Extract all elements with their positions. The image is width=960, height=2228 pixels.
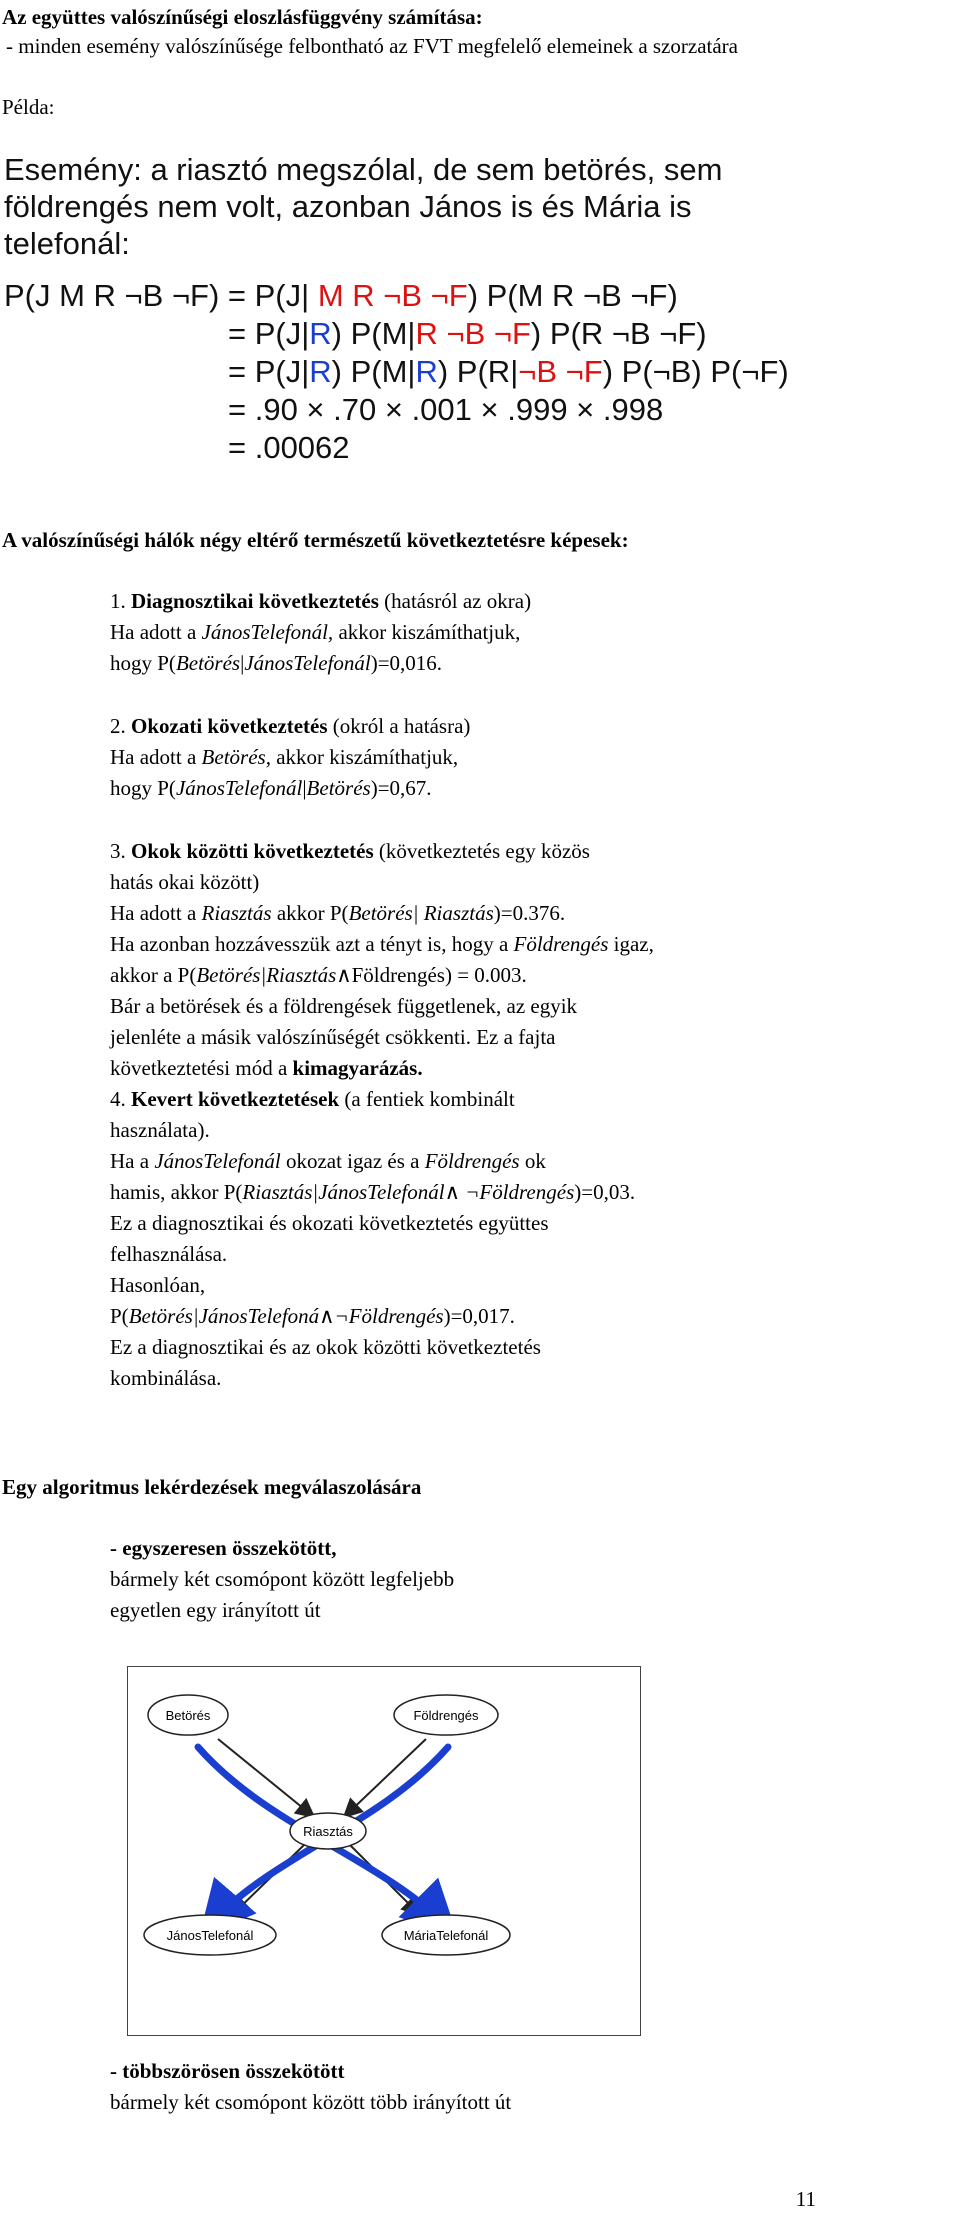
list-number: 3.: [110, 839, 131, 863]
text-run: )=0,017.: [443, 1304, 515, 1328]
list-item-title: Kevert következtetések: [131, 1087, 340, 1111]
text-italic: JánosTelefonál,: [201, 620, 334, 644]
list-item-3-line: [110, 898, 565, 929]
eq3-part: = P(J|: [228, 354, 310, 389]
list-item-rest: (a fentiek kombinált: [339, 1087, 515, 1111]
node-label-betores: Betörés: [165, 1708, 211, 1723]
eq1-lhs: P(J M R ¬B ¬F) = P(J|: [4, 278, 318, 313]
text-italic: JánosTelefonál: [244, 651, 371, 675]
text-run: hogy P(: [110, 651, 176, 675]
text-italic: Riasztás|JánosTelefonál∧ ¬Földrengés: [242, 1180, 575, 1204]
text-italic: JánosTelefonál: [154, 1149, 281, 1173]
text-run: Ha azonban hozzávesszük azt a tényt is, hogy a: [110, 932, 514, 956]
single-connected-desc: egyetlen egy irányított út: [110, 1598, 321, 1622]
text-run: Ha adott a: [110, 620, 202, 644]
node-label-riasztas: Riasztás: [303, 1824, 353, 1839]
eq3-part: ) P(¬B) P(¬F): [602, 354, 789, 389]
slide-equation-2: [228, 316, 707, 352]
node-janos: [144, 1915, 276, 1955]
eq3-part: ) P(M|: [331, 354, 416, 389]
text-run: akkor P(: [271, 901, 349, 925]
list-item-3-line: [110, 1053, 423, 1084]
list-item-4-line: [110, 1146, 546, 1177]
slide-equation-5: = .00062: [228, 430, 350, 465]
list-item-title: Okozati következtetés: [131, 714, 328, 738]
text-run: ok: [519, 1149, 546, 1173]
slide-equation-1: [4, 278, 678, 314]
text-bold: kimagyarázás.: [292, 1056, 423, 1080]
list-item-4-line: [110, 1301, 515, 1332]
list-number: 1.: [110, 589, 131, 613]
page-number: 11: [795, 2187, 816, 2211]
eq3-part: ) P(R|: [437, 354, 519, 389]
single-connected-title: - egyszeresen összekötött,: [110, 1536, 337, 1560]
bayes-network-figure: [127, 1666, 641, 2036]
list-item-1-line: [110, 617, 520, 648]
list-number: 2.: [110, 714, 131, 738]
reasoning-heading: A valószínűségi hálók négy eltérő természetű következtetésre képesek:: [2, 528, 629, 552]
text-italic: Betörés|Riasztás∧: [196, 963, 352, 987]
list-item-2-line: [110, 773, 432, 804]
text-italic: Betörés,: [201, 745, 271, 769]
text-italic: Betörés|JánosTelefoná∧¬Földrengés: [128, 1304, 444, 1328]
text-run: )=0,03.: [574, 1180, 636, 1204]
list-item-title: Okok közötti következtetés: [131, 839, 374, 863]
node-foldrenges: [394, 1695, 498, 1735]
node-label-maria: MáriaTelefonál: [403, 1928, 489, 1943]
text-run: Ha adott a: [110, 901, 202, 925]
list-item-1-line: [110, 648, 442, 679]
eq3-highlight: ¬B ¬F: [518, 354, 603, 389]
algorithm-heading: Egy algoritmus lekérdezések megválaszolására: [2, 1475, 422, 1499]
text-run: P(: [110, 1304, 129, 1328]
text-run: akkor kiszámíthatjuk,: [270, 745, 459, 769]
eq2-part: ) P(R ¬B ¬F): [530, 316, 707, 351]
slide-event-line: földrengés nem volt, azonban János is és Mária is: [4, 189, 692, 224]
list-item-3-line: [110, 929, 654, 960]
text-run: Földrengés) = 0.003.: [351, 963, 527, 987]
text-run: )=0,67.: [370, 776, 432, 800]
text-run: |: [302, 776, 307, 800]
multi-connected-title: - többszörösen összekötött: [110, 2059, 345, 2083]
text-italic: JánosTelefonál: [175, 776, 303, 800]
eq2-part: = P(J|: [228, 316, 310, 351]
page-subheading: - minden esemény valószínűsége felbontható az FVT megfelelő elemeinek a szorzatára: [6, 34, 738, 58]
node-label-foldrenges: Földrengés: [413, 1708, 479, 1723]
text-run: akkor kiszámíthatjuk,: [333, 620, 521, 644]
text-italic: Riasztás: [201, 901, 272, 925]
list-item-3-line: hatás okai között): [110, 870, 260, 894]
list-item-3-line: [110, 960, 527, 991]
text-italic: Földrengés: [513, 932, 609, 956]
list-item-4-title: [110, 1084, 515, 1115]
list-item-3-title: [110, 836, 590, 867]
list-item-2-line: [110, 742, 458, 773]
text-italic: Betörés: [175, 651, 241, 675]
text-run: akkor a P(: [110, 963, 197, 987]
slide-equation-3: [228, 354, 789, 390]
list-item-4-line: [110, 1177, 635, 1208]
text-run: |: [240, 651, 245, 675]
text-italic: Betörés| Riasztás: [348, 901, 494, 925]
node-maria: [382, 1915, 510, 1955]
text-run: )=0,016.: [370, 651, 443, 675]
node-riasztas: [290, 1813, 366, 1849]
text-run: hamis, akkor P(: [110, 1180, 243, 1204]
eq2-part: ) P(M|: [331, 316, 416, 351]
eq1-highlight: M R ¬B ¬F: [317, 278, 468, 313]
multi-connected-desc: bármely két csomópont között több irányított út: [110, 2090, 512, 2114]
eq1-rest: ) P(M R ¬B ¬F): [467, 278, 678, 313]
list-item-title: Diagnosztikai következtetés: [131, 589, 379, 613]
slide-equation-4: = .90 × .70 × .001 × .999 × .998: [228, 392, 664, 427]
list-item-3-line: jelenléte a másik valószínűségét csökkenti. Ez a fajta: [110, 1025, 556, 1049]
slide-event-line: Esemény: a riasztó megszólal, de sem betörés, sem: [4, 152, 723, 187]
page-heading: Az együttes valószínűségi eloszlásfüggvény számítása:: [2, 5, 483, 29]
list-item-4-line: kombinálása.: [110, 1366, 222, 1390]
list-item-rest: (okról a hatásra): [327, 714, 471, 738]
list-number: 4.: [110, 1087, 131, 1111]
text-run: hogy P(: [110, 776, 176, 800]
list-item-4-line: Ez a diagnosztikai és okozati következtetés együttes: [110, 1211, 549, 1235]
text-run: Ha a: [110, 1149, 155, 1173]
text-run: okozat igaz és a: [280, 1149, 425, 1173]
list-item-4-line: Ez a diagnosztikai és az okok közötti következtetés: [110, 1335, 541, 1359]
text-run: igaz,: [608, 932, 654, 956]
eq2-blue: R: [309, 316, 332, 351]
bayes-network-diagram: [128, 1667, 640, 2035]
single-connected-desc: bármely két csomópont között legfeljebb: [110, 1567, 455, 1591]
list-item-4-line: Hasonlóan,: [110, 1273, 206, 1297]
text-run: Ha adott a: [110, 745, 202, 769]
node-label-janos: JánosTelefonál: [166, 1928, 254, 1943]
text-italic: Földrengés: [424, 1149, 520, 1173]
text-italic: Betörés: [306, 776, 371, 800]
eq3-blue: R: [309, 354, 332, 389]
eq3-blue: R: [415, 354, 438, 389]
list-item-2-title: [110, 711, 470, 742]
slide-event-line: telefonál:: [4, 226, 130, 261]
node-betores: [148, 1695, 228, 1735]
eq2-highlight: R ¬B ¬F: [415, 316, 531, 351]
list-item-rest: (hatásról az okra): [378, 589, 532, 613]
example-label: Példa:: [2, 95, 55, 119]
list-item-1-title: [110, 586, 531, 617]
list-item-4-line: felhasználása.: [110, 1242, 228, 1266]
list-item-rest: (következtetés egy közös: [373, 839, 590, 863]
list-item-3-line: Bár a betörések és a földrengések függetlenek, az egyik: [110, 994, 578, 1018]
list-item-4-line: használata).: [110, 1118, 210, 1142]
text-run: következtetési mód a: [110, 1056, 293, 1080]
text-run: )=0.376.: [493, 901, 566, 925]
